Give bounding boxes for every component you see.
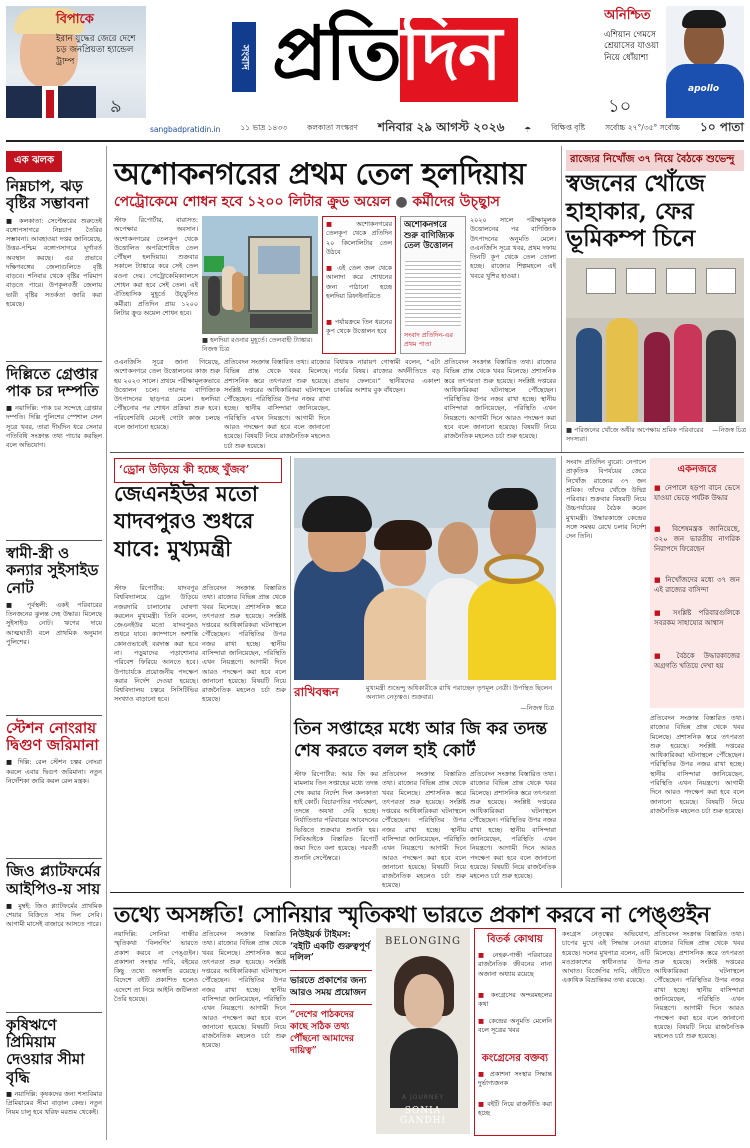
lead-fact-1: ■ অশোকনগরের তেলকূপ থেকে প্রতিদিন ২০ কিলোলিটার তেল উঠবে (326, 220, 392, 256)
site-url[interactable]: sangbadpratidin.in (150, 124, 221, 134)
side-body-3: ■ পূর্বস্থলী: একই পরিবারের তিনজনের ঝুলন্ত দেহ উদ্ধার। মিলেছে সুইসাইড নোট। ঋণের দায়ে আত্মঘাতী বলে প্রাথমিক অনুমান পুলিশের। (6, 600, 102, 646)
side-head-5[interactable]: জিও প্ল্যাটফর্মের আইপিও-য় সায় (6, 862, 101, 898)
side-body-1: ■ কলকাতা: সেপ্টেম্বরের শুরুতেই বঙ্গোপসাগরে নিম্নচাপ তৈরির সম্ভাবনা। আবহাওয়া দপ্তর জানিয়েছে, উত্তর-পশ্চিম বঙ্গোপসাগরে ঘূর্ণাবর্ত অবস্থান করছে। এর প্রভাবে দক্ষিণবঙ্গের জেলাগুলিতে বৃষ্টি বাড়বে। শনিবার থেকে বৃষ্টির পরিমাণ বাড়তে পারে। উপকূলবর্তী জেলায় ভারী বৃষ্টির সতর্কতা জারি করা হয়েছে। (6, 216, 102, 309)
belonging-book-cover (376, 928, 470, 1134)
lead-headline[interactable]: অশোকনগরের প্রথম তেল হলদিয়ায় (114, 157, 526, 192)
rgkar-body-3: প্রতিবেদন সংক্রান্ত বিস্তারিত তথ্য। রাজ্যের বিভিন্ন প্রান্ত থেকে খবর মিলেছে। প্রশাসনিক স্তরে তৎপরতা শুরু হয়েছে। সংশ্লিষ্ট দপ্তরের আধিকারিকরা ঘটনাস্থলে পৌঁছেছেন। পরিস্থিতির উপর নজর রাখা হচ্ছে। স্থানীয় বাসিন্দারা জানিয়েছেন, পরিস্থিতি এখন নিয়ন্ত্রণে। আগামী দিনে আরও পদক্ষেপ করা হবে বলে জানানো হয়েছে। বিষয়টি নিয়ে রাজনৈতিক মহলেও চর্চা শুরু হয়েছে। (470, 770, 556, 881)
rakhi-credit: —নিজস্ব চিত্র (520, 704, 554, 712)
right-teaser-text: এশিয়ান গেমসে শ্রেয়াসের যাওয়া নিয়ে ধোঁয়াশা (604, 30, 659, 63)
lead-body-c: বিধায়ক নারায়ণ গোস্বামী বলেন, “এটা গর্বের বিষয়। রাজ্যের অর্থনীতিতে বড় প্রভাব ফেলবে।” স্থানীয়দের একাংশ চাকরির আশায় বুক বাঁধছেন। (334, 358, 440, 394)
right-mid-item-3: ■ নিখোঁজদের মধ্যে ৩৭ জন এই রাজ্যের বাসিন্দা (654, 576, 740, 595)
masthead-logo[interactable] (232, 4, 532, 102)
rakhi-photo (294, 458, 556, 680)
clip-caption: সংবাদ প্রতিদিন-এর প্রথম পাতা (404, 331, 453, 348)
sonia-quote-2: ভারতে প্রকাশের জন্য আরও সময় প্রয়োজন (290, 976, 367, 998)
sonia-box-item-4: ■ প্রকাশনা সংস্থার সিদ্ধান্ত দুর্ভাগ্যজনক (478, 1070, 552, 1088)
sonia-quotes (290, 930, 372, 1138)
lead-clipping (400, 216, 466, 354)
lead-sub-right: কর্মীদের উচ্ছ্বাস (412, 194, 500, 210)
rakhi-caption: মুখ্যমন্ত্রী শুভেন্দু অধিকারীকে রাখি পরাচ্ছেন তৃণমূল নেত্রী। উপস্থিত ছিলেন অন্যান্য নেতৃত্বও। শুক্রবার। (366, 684, 553, 701)
rakhi-caption-row (294, 684, 556, 714)
lead-photo (202, 216, 318, 334)
drone-kicker: ‘ড্রোন উড়িয়ে কী হচ্ছে খুঁজব’ (114, 458, 282, 483)
side-head-6[interactable]: কৃষিঋণে প্রিমিয়াম দেওয়ার সীমা বৃদ্ধি (6, 1015, 85, 1086)
lead-sub-left: পেট্রোকেমে শোধন হবে ১২০০ লিটার ক্রুড অয়েল (114, 194, 391, 210)
sonia-quote-1: নিউইয়র্ক টাইমস: ‘বইটি একটি গুরুত্বপূর্ণ দলিল’ (290, 930, 371, 964)
left-teaser-text: ইরান যুদ্ধের জেরে দেশে চড় জনপ্রিয়তা হ্যান্ডেল ট্রাম্প (56, 34, 136, 67)
side-body-4: ■ দিল্লি: রেল স্টেশন চত্বর নোংরা করলে এবার দ্বিগুণ জরিমানা। নতুন নির্দেশিকা জারি করল রেল মন্ত্রক। (6, 758, 102, 785)
side-body-6: ■ নয়াদিল্লি: কৃষকদের জন্য শস্যবিমার প্রিমিয়ামের সীমা বাড়াল কেন্দ্র। নতুন নিয়ম চালু হবে খরিফ মরশুম থেকেই। (6, 1089, 102, 1117)
lead-body-a: ওএনজিসি সূত্রে জানা গিয়েছে, অশোকনগরে তেল উত্তোলনের কাজ শুরু হয় ২০২৩ সালে। প্রথমে পরীক্ষামূলকভাবে উত্তোলন চলে। তারপর বাণিজ্যিক উৎপাদনের ছাড়পত্র মেলে। হলদিয়া পৌঁছনোর পর শোধন প্রক্রিয়া শুরু হবে। পরিবেশবিধি মেনেই গোটা কাজ চলছে বলে জানানো হয়েছে। (114, 358, 220, 431)
side-body-2: ■ নয়াদিল্লি: পাক চর সন্দেহে গ্রেপ্তার দম্পতি। দিল্লি পুলিশের স্পেশাল সেল সূত্রে খবর, তারা দীর্ঘদিন ধরে সেনার গতিবিধি সংক্রান্ত তথ্য পাচার করছিল বলে অভিযোগ। (6, 404, 102, 450)
logo-sangbad-tag: সংবাদ (232, 22, 256, 92)
sonia-box-tag-2: কংগ্রেসের বক্তব্য (481, 1053, 549, 1064)
temperature: সর্বোচ্চ ২৭°/৩৫° সর্বোচ্চ (605, 123, 681, 132)
lead-fact-3: ■ পর্যায়ক্রমে তিন ধরনের কূপ থেকে উত্তোলন হবে (326, 318, 392, 336)
cricketer-photo (666, 6, 744, 118)
lead-body-b: প্রতিবেদন সংক্রান্ত বিস্তারিত তথ্য। রাজ্যের বিভিন্ন প্রান্ত থেকে খবর মিলেছে। প্রশাসনিক স্তরে তৎপরতা শুরু হয়েছে। সংশ্লিষ্ট দপ্তরের আধিকারিকরা ঘটনাস্থলে পৌঁছেছেন। পরিস্থিতির উপর নজর রাখা হচ্ছে। স্থানীয় বাসিন্দারা জানিয়েছেন, পরিস্থিতি এখন নিয়ন্ত্রণে। আগামী দিনে আরও পদক্ষেপ করা হবে বলে জানানো হয়েছে। বিষয়টি নিয়ে রাজনৈতিক মহলেও চর্চা শুরু হয়েছে। (224, 358, 330, 448)
lead-body-col-right: ২০২০ সালে পরীক্ষামূলক উত্তোলনের পর বাণিজ্যিক উৎপাদনের অনুমতি মেলে। ওএনজিসি সূত্রে খবর, প্রথম দফায় তিনটি কূপ থেকে তেল তোলা হচ্ছে। রাজ্যের শিল্পমহলে এই খবরে খুশির হাওয়া। (470, 216, 556, 280)
masthead-right-teaser[interactable] (604, 6, 744, 118)
logo-word-black: প্রতি (272, 11, 400, 97)
clip-title: অশোকনগরে শুরু বাণিজ্যিক তেল উত্তোলন (404, 220, 455, 252)
right-mid-body: সংবাদ প্রতিদিন ব্যুরো: নেপালে প্রাকৃতিক বিপর্যয়ের জেরে নিখোঁজ রাজ্যের ৩৭ জন শ্রমিক। তাঁদের খোঁজে উদ্বিগ্ন পরিবার। শুক্রবার বিষয়টি নিয়ে উচ্চপর্যায়ের বৈঠক করেন মুখ্যমন্ত্রী। উদ্ধারকাজে কেন্দ্রের সঙ্গে সমন্বয় রেখে চলার নির্দেশ দেন তিনি। (566, 458, 646, 541)
side-head-1[interactable]: নিম্নচাপ, ঝড় বৃষ্টির সম্ভাবনা (6, 177, 89, 213)
sonia-headline[interactable]: তথ্যে অসঙ্গতি! সোনিয়ার স্মৃতিকথা ভারতে প্রকাশ করবে না পেঙ্গুইন (114, 902, 710, 928)
lead-body-d: প্রতিবেদন সংক্রান্ত বিস্তারিত তথ্য। রাজ্যের বিভিন্ন প্রান্ত থেকে খবর মিলেছে। প্রশাসনিক স্তরে তৎপরতা শুরু হয়েছে। সংশ্লিষ্ট দপ্তরের আধিকারিকরা ঘটনাস্থলে পৌঁছেছেন। পরিস্থিতির উপর নজর রাখা হচ্ছে। স্থানীয় বাসিন্দারা জানিয়েছেন, পরিস্থিতি এখন নিয়ন্ত্রণে। আগামী দিনে আরও পদক্ষেপ করা হবে বলে জানানো হয়েছে। বিষয়টি নিয়ে রাজনৈতিক মহলেও চর্চা শুরু হয়েছে। (444, 358, 556, 441)
book-sub: A JOURNEY (401, 1094, 444, 1101)
sonia-dispute-box (474, 928, 556, 1136)
side-column (6, 148, 102, 1138)
side-head-3[interactable]: স্বামী-স্ত্রী ও কন্যার সুইসাইড নোট (6, 544, 99, 597)
right-mid-tag: একনজরে (677, 464, 717, 475)
right-headline[interactable]: স্বজনের খোঁজে হাহাকার, ফের ভূমিকম্প চিনে (566, 170, 706, 253)
right-mid-box (650, 458, 744, 708)
left-teaser-page: ৯ (110, 96, 122, 117)
masthead-rule (6, 140, 744, 142)
drone-headline[interactable]: জেএনইউর মতো যাদবপুরও শুধরে যাবে: মুখ্যমন্ত্রী (114, 481, 258, 561)
lead-facts-box (322, 216, 396, 354)
rgkar-body-2: প্রতিবেদন সংক্রান্ত বিস্তারিত তথ্য। রাজ্যের বিভিন্ন প্রান্ত থেকে খবর মিলেছে। প্রশাসনিক স্তরে তৎপরতা শুরু হয়েছে। সংশ্লিষ্ট দপ্তরের আধিকারিকরা ঘটনাস্থলে পৌঁছেছেন। পরিস্থিতির উপর নজর রাখা হচ্ছে। স্থানীয় বাসিন্দারা জানিয়েছেন, পরিস্থিতি এখন নিয়ন্ত্রণে। আগামী দিনে আরও পদক্ষেপ করা হবে বলে জানানো হয়েছে। বিষয়টি নিয়ে রাজনৈতিক মহলেও চর্চা শুরু হয়েছে। (382, 770, 466, 888)
issue-date: শনিবার ২৯ আগস্ট ২০২৬ (377, 120, 505, 134)
sonia-body-1: নয়াদিল্লি: সোনিয়া গান্ধীর স্মৃতিকথা ‘বিলংগিং’ ভারতে প্রকাশ করবে না পেঙ্গুইন। প্রকাশনা সংস্থার দাবি, বইয়ের কিছু তথ্যে অসঙ্গতি রয়েছে। বিদেশে বইটি প্রকাশিত হলেও এদেশে তা নিয়ে আইনি জটিলতা তৈরি হয়েছে। (114, 930, 198, 1003)
workers-photo (566, 258, 744, 422)
side-body-5: ■ মুম্বই: জিও প্ল্যাটফর্মের প্রাথমিক শেয়ার বিক্রিতে সায় দিল সেবি। আগামী মাসেই বাজারে আসতে পারে। (6, 901, 102, 929)
right-kicker[interactable]: রাজ্যের নিখোঁজ ৩৭ নিয়ে বৈঠকে শুভেন্দু (566, 150, 744, 171)
right-mid-item-5: ■ বৈঠকে উদ্ধারকাজের অগ্রগতি খতিয়ে দেখা হয় (654, 652, 740, 671)
page-count: ১০ পাতা (700, 120, 744, 134)
workers-caption: ■ পরিজনের খোঁজে অধীর অপেক্ষায় শ্রমিক পরিবারের সদস্যরা। (566, 426, 704, 443)
jersey-logo: apollo (688, 84, 720, 94)
right-mid-item-1: ■ নেপালে হড়পা বানে ভেসে যাওয়া ভেড়ে পর্যটক উদ্ধার (654, 484, 740, 503)
rakhi-tag: রাখিবন্ধন (294, 685, 339, 699)
side-head-2[interactable]: দিল্লিতে গ্রেপ্তার পাক চর দম্পতি (6, 364, 99, 400)
weather: বিক্ষিপ্ত বৃষ্টি (551, 123, 586, 132)
lead-fact-2: ■ এই তেল জল থেকে আলাদা করে শোধনের জন্য পাঠানো হচ্ছে হলদিয়া রিফাইনারিতে (326, 264, 392, 300)
drone-body-1: স্টাফ রিপোর্টার: যাদবপুর বিশ্ববিদ্যালয়ে ড্রোন উড়িয়ে নজরদারি চালানোর ঘোষণা করলেন মুখ্যমন্ত্রী। তিনি বলেন, জেএনইউর মতো যাদবপুরও শুধরে যাবে। ক্যাম্পাসে অশান্তি কোনওভাবেই বরদাস্ত করা হবে না। পড়ুয়াদের পড়াশোনার পরিবেশ ফিরিয়ে আনতে হবে। উপাচার্যকে প্রয়োজনীয় পদক্ষেপ করার নির্দেশ দেওয়া হয়েছে। বিশ্ববিদ্যালয় চত্বরে সিসিটিভির সংখ্যাও বাড়ানো হবে। (114, 584, 198, 704)
logo-wordmark (272, 0, 500, 121)
rgkar-headline[interactable]: তিন সপ্তাহের মধ্যে আর জি কর তদন্ত শেষ করতে বলল হাই কোর্ট (294, 719, 548, 762)
right-teaser-tag: অনিশ্চিত (604, 8, 651, 23)
sonia-box-item-5: ■ বইটি নিয়ে রাজনীতি করা হচ্ছে (478, 1100, 552, 1118)
bullet-dot-icon: ● (395, 194, 413, 210)
sonia-box-item-3: ■ কেন্দ্রের অনুমতি মেলেনি বলে সূত্রের খবর (478, 1017, 552, 1035)
rgkar-body-1: স্টাফ রিপোর্টার: আর জি কর মামলায় তিন সপ্তাহের মধ্যে তদন্ত শেষ করার নির্দেশ দিল কলকাতা হাই কোর্ট। বিচারপতির পর্যবেক্ষণ, তদন্তে অযথা দেরি হচ্ছে। নির্যাতিতার পরিবারের আবেদনের ভিত্তিতে শুক্রবার শুনানি হয়। সিবিআইকে বিস্তারিত রিপোর্ট জমা দিতে বলা হয়েছে। পরবর্তী শুনানি সেপ্টেম্বরে। (294, 770, 378, 862)
sonia-body-4: প্রতিবেদন সংক্রান্ত বিস্তারিত তথ্য। রাজ্যের বিভিন্ন প্রান্ত থেকে খবর মিলেছে। প্রশাসনিক স্তরে তৎপরতা শুরু হয়েছে। সংশ্লিষ্ট দপ্তরের আধিকারিকরা ঘটনাস্থলে পৌঁছেছেন। পরিস্থিতির উপর নজর রাখা হচ্ছে। স্থানীয় বাসিন্দারা জানিয়েছেন, পরিস্থিতি এখন নিয়ন্ত্রণে। আগামী দিনে আরও পদক্ষেপ করা হবে বলে জানানো হয়েছে। বিষয়টি নিয়ে রাজনৈতিক মহলেও চর্চা শুরু হয়েছে। (654, 930, 744, 1041)
sonia-box-item-1: ■ নেহরু-গান্ধী পরিবারের রাজনৈতিক জীবনের নানা অজানা অধ্যায় রয়েছে (478, 951, 552, 978)
bengali-date: ১১ ভাদ্র ১৪৩৩ (240, 123, 288, 132)
lead-subhead (114, 190, 554, 214)
left-teaser-tag: বিপাকে (56, 12, 94, 27)
drone-body-2: প্রতিবেদন সংক্রান্ত বিস্তারিত তথ্য। রাজ্যের বিভিন্ন প্রান্ত থেকে খবর মিলেছে। প্রশাসনিক স্তরে তৎপরতা শুরু হয়েছে। সংশ্লিষ্ট দপ্তরের আধিকারিকরা ঘটনাস্থলে পৌঁছেছেন। পরিস্থিতির উপর নজর রাখা হচ্ছে। স্থানীয় বাসিন্দারা জানিয়েছেন, পরিস্থিতি এখন নিয়ন্ত্রণে। আগামী দিনে আরও পদক্ষেপ করা হবে বলে জানানো হয়েছে। বিষয়টি নিয়ে রাজনৈতিক মহলেও চর্চা শুরু হয়েছে। (202, 584, 286, 704)
right-mid-item-2: ■ বিশেষমন্ত্রক জানিয়েছে, ৩২০ জন ভারতীয় নাগরিক নিরাপদে ফিরেছেন (654, 525, 740, 554)
sonia-body-2: প্রতিবেদন সংক্রান্ত বিস্তারিত তথ্য। রাজ্যের বিভিন্ন প্রান্ত থেকে খবর মিলেছে। প্রশাসনিক স্তরে তৎপরতা শুরু হয়েছে। সংশ্লিষ্ট দপ্তরের আধিকারিকরা ঘটনাস্থলে পৌঁছেছেন। পরিস্থিতির উপর নজর রাখা হচ্ছে। স্থানীয় বাসিন্দারা জানিয়েছেন, পরিস্থিতি এখন নিয়ন্ত্রণে। আগামী দিনে আরও পদক্ষেপ করা হবে বলে জানানো হয়েছে। বিষয়টি নিয়ে রাজনৈতিক মহলেও চর্চা শুরু হয়েছে। (202, 930, 286, 1050)
side-tag: এক ঝলক (6, 151, 62, 172)
book-author: SONIA GANDHI (399, 1106, 447, 1126)
dateline-bar (150, 122, 744, 136)
sonia-body-3: কংগ্রেস নেতৃত্বের অভিযোগ, চাপের মুখে এই সিদ্ধান্ত নেওয়া হয়েছে। দলের মুখপাত্র বলেন, এটি মতপ্রকাশের স্বাধীনতার উপর আঘাত। বিজেপির দাবি, বইটিতে একাধিক বিভ্রান্তিকর তথ্য রয়েছে। (562, 930, 650, 985)
masthead-left-teaser[interactable] (6, 6, 146, 118)
rain-icon: ☂ (524, 124, 532, 134)
right-mid-body-2: প্রতিবেদন সংক্রান্ত বিস্তারিত তথ্য। রাজ্যের বিভিন্ন প্রান্ত থেকে খবর মিলেছে। প্রশাসনিক স্তরে তৎপরতা শুরু হয়েছে। সংশ্লিষ্ট দপ্তরের আধিকারিকরা ঘটনাস্থলে পৌঁছেছেন। পরিস্থিতির উপর নজর রাখা হচ্ছে। স্থানীয় বাসিন্দারা জানিয়েছেন, পরিস্থিতি এখন নিয়ন্ত্রণে। আগামী দিনে আরও পদক্ষেপ করা হবে বলে জানানো হয়েছে। বিষয়টি নিয়ে রাজনৈতিক মহলেও চর্চা শুরু হয়েছে। (650, 714, 744, 815)
sonia-box-tag: বিতর্ক কোথায় (487, 934, 543, 945)
sonia-quote-3: “দেশের পাঠকদের কাছে সঠিক তথ্য পৌঁছনো আমাদের দায়িত্ব” (290, 1010, 354, 1056)
lead-photo-caption: ■ হলদিয়া রওনার মুহূর্তে। তেলবাহী ট্যাঙ্কার। নিজস্ব চিত্র (202, 336, 313, 353)
workers-credit: —নিজস্ব চিত্র (712, 426, 746, 434)
right-mid-item-4: ■ সংশ্লিষ্ট পরিবারগুলিকে সবরকম সাহায্যের আশ্বাস (654, 609, 740, 628)
edition: কলকাতা সংস্করণ (307, 123, 358, 132)
side-head-4[interactable]: স্টেশন নোংরায় দ্বিগুণ জরিমানা (6, 718, 99, 754)
clip-text-block (405, 261, 461, 327)
lead-body-col1: স্টাফ রিপোর্টার, বারাসত: অপেক্ষার অবসান। অশোকনগরের তেলকূপ থেকে উত্তোলিত অপরিশোধিত তেল পৌঁছল হলদিয়ায়। শুক্রবার সকালে ট্যাঙ্কারে করে সেই তেল রওনা দেয়। পেট্রোকেমিক্যালসে শোধন করা হবে সেই তেল। এই ঐতিহাসিক মুহূর্তে উচ্ছ্বসিত কর্মীরা। প্রতিদিন প্রায় ১২০০ লিটার ক্রুড অয়েল শোধন হবে। (114, 216, 198, 317)
logo-word-white: দিন (399, 11, 501, 97)
right-teaser-page: ১০ (608, 96, 632, 117)
book-title: BELONGING (385, 936, 461, 947)
sonia-box-item-2: ■ কংগ্রেসের অন্দরমহলের কথা (478, 991, 552, 1009)
